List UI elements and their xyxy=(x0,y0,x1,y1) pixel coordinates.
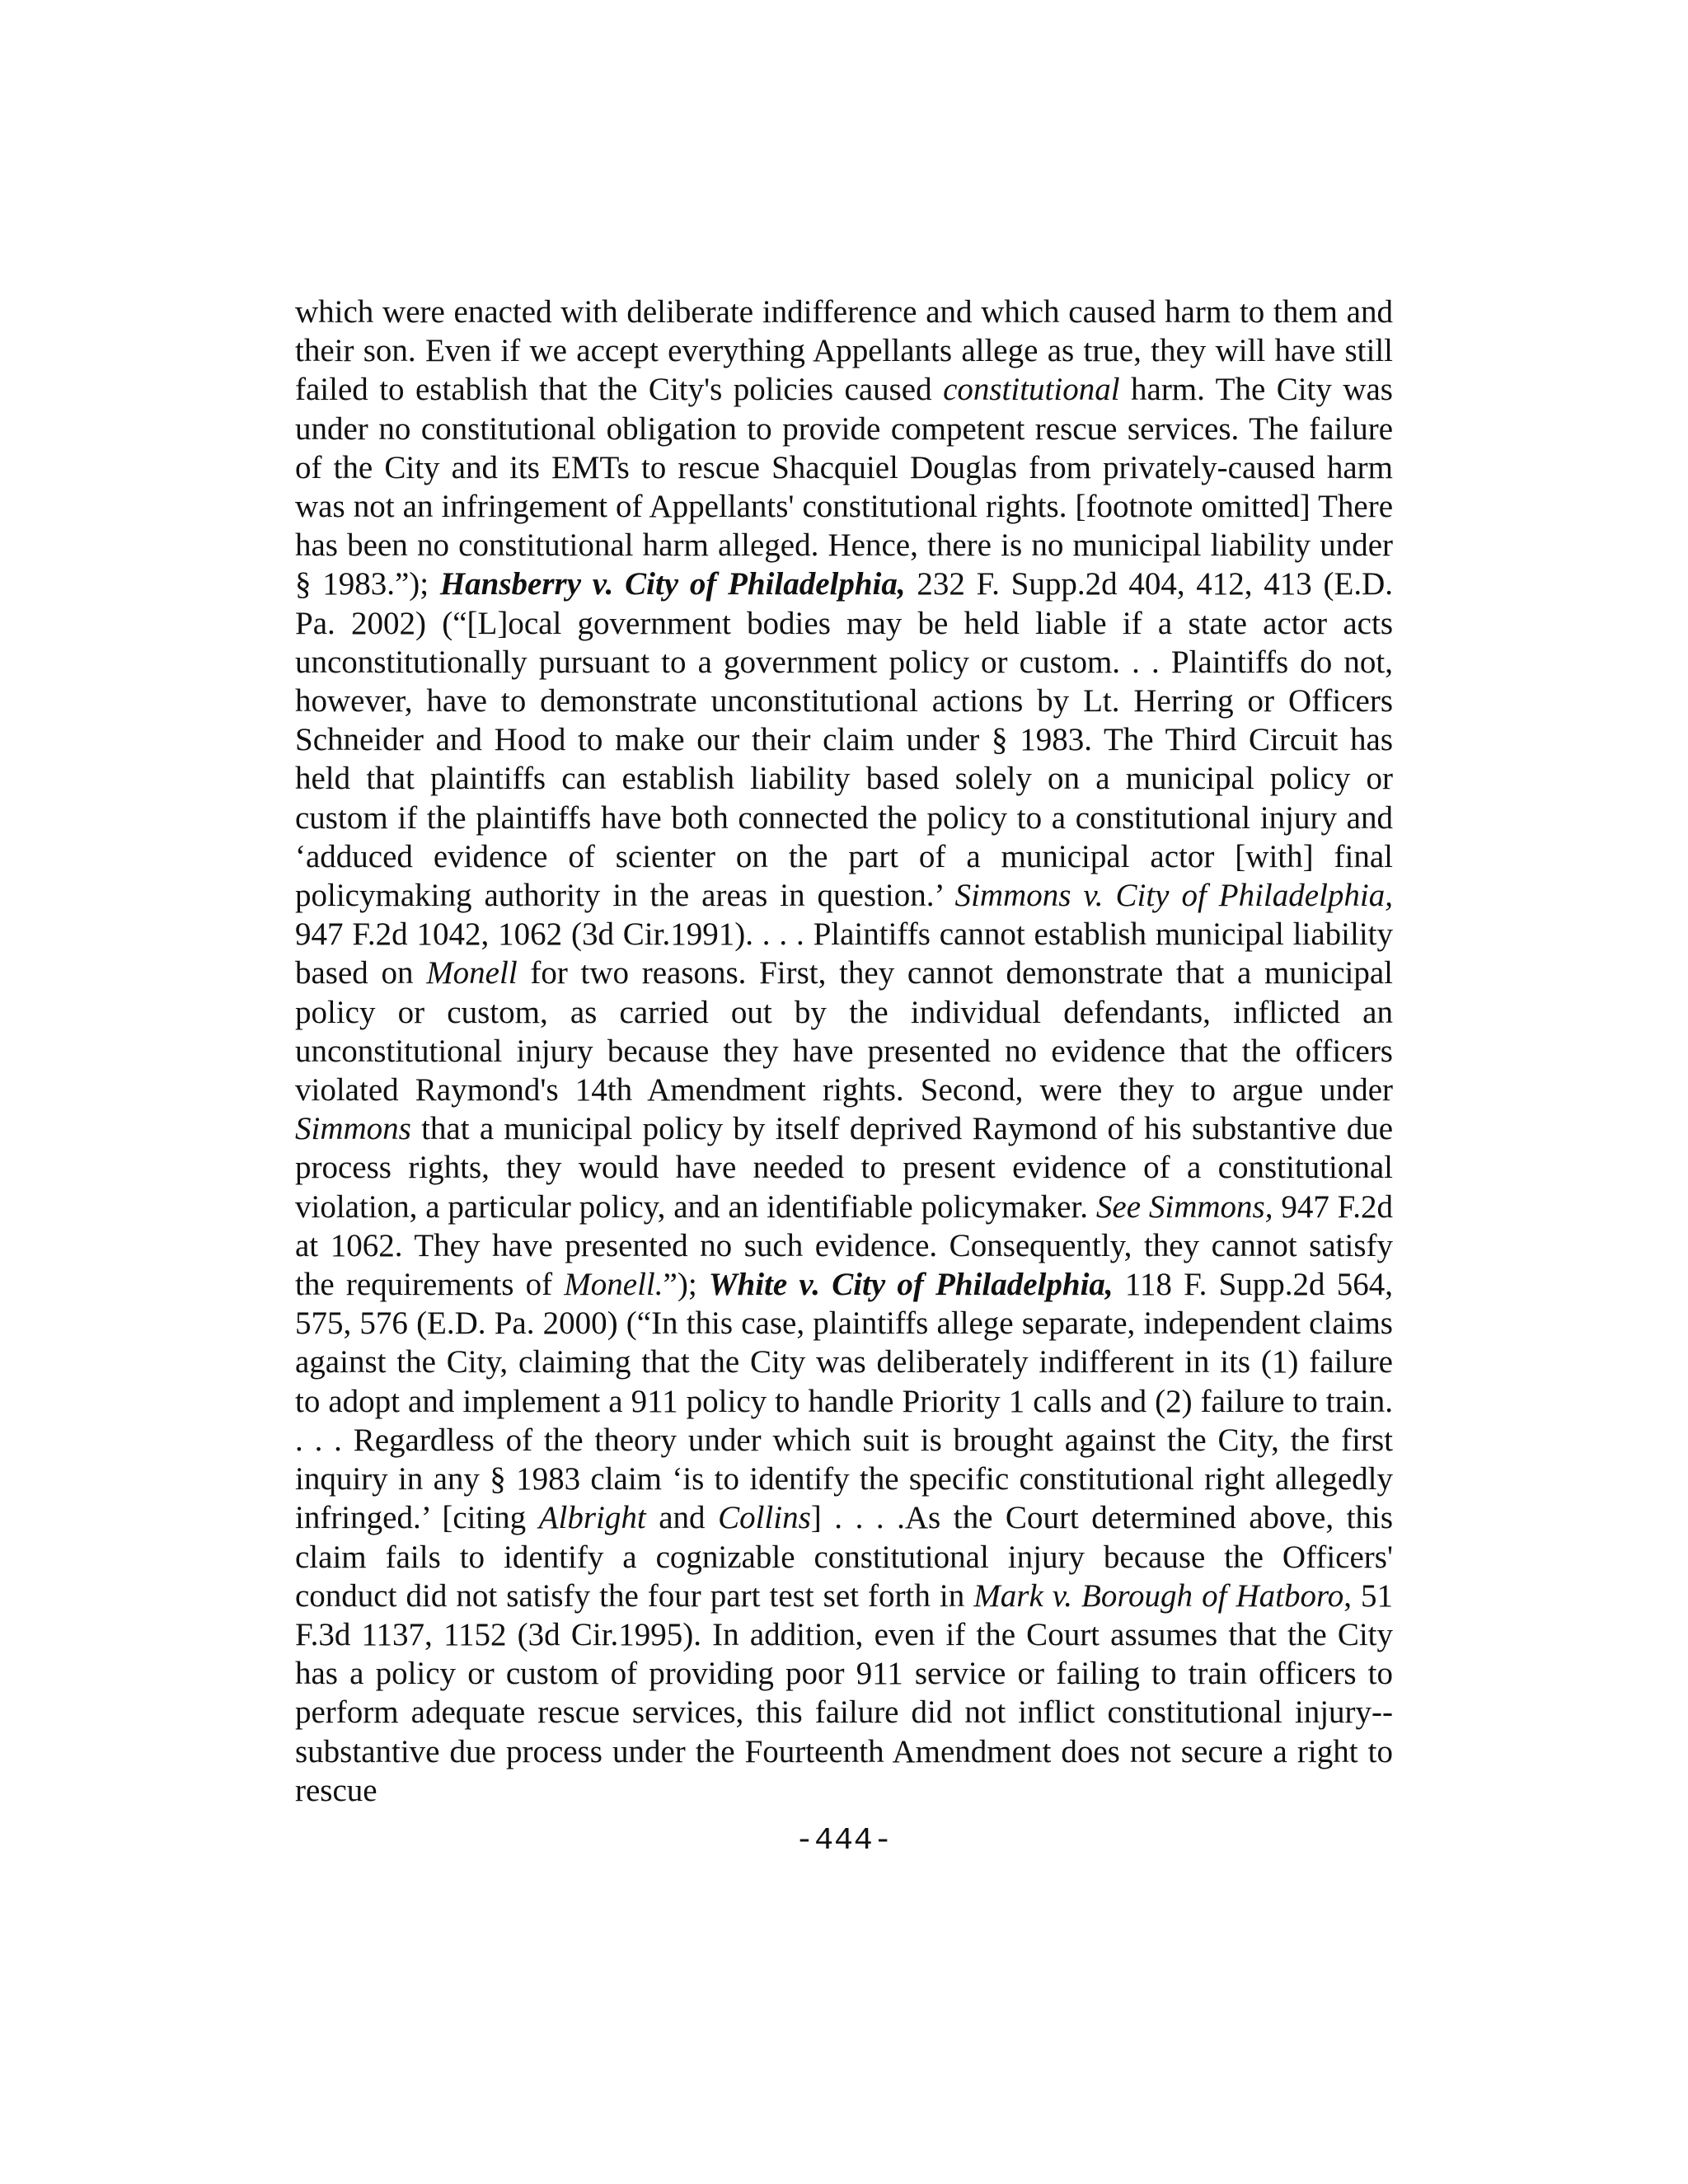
italic-citation: constitutional xyxy=(943,372,1120,408)
case-name: White v. City of Philadelphia, xyxy=(708,1267,1114,1303)
text-run: , 51 F.3d 1137, 1152 (3d Cir.1995). In addition, even if the Court assumes that the City has a policy or custom of providing poor 911 service or failing to train officers to perform adequate rescue services, this failure did not inflict constitutional injury--substantive due process under the Fourteenth Amendment does not secure a right to rescue xyxy=(295,1577,1393,1808)
text-run: which were enacted with deliberate indifference and which caused harm to them and their son. Even if we accept everything Appellants allege as true, they will have still failed to establish that the City's policies caused xyxy=(295,294,1393,408)
italic-citation: Mark v. Borough of Hatboro xyxy=(973,1577,1344,1614)
text-run: harm. The City was under no constitutional obligation to provide competent rescue services. The failure of the City and its EMTs to rescue Shacquiel Douglas from privately-caused harm was not an infringement of Appellants' constitutional rights. [footnote omitted] There has been no constitutional harm alleged. Hence, there is no municipal liability under § 1983.”); xyxy=(295,372,1393,602)
text-run: ”); xyxy=(663,1267,709,1303)
text-run: 118 F. Supp.2d 564, 575, 576 (E.D. Pa. 2000) (“In this case, plaintiffs allege separate, independent claims against the City, claiming that the City was deliberately indifferent in its (1) failure to adopt and implement a 911 policy to handle Priority 1 calls and (2) failure to train. . . . Regardless of the theory under which suit is brought against the City, the first inquiry in any § 1983 claim ‘is to identify the specific constitutional right allegedly infringed.’ [citing xyxy=(295,1267,1393,1536)
italic-citation: Monell. xyxy=(564,1267,663,1303)
text-run: that a municipal policy by itself deprived Raymond of his substantive due process rights, they would have needed to present evidence of a constitutional violation, a particular policy, and an identifiable policymaker. xyxy=(295,1111,1393,1225)
page-number: -444- xyxy=(795,1823,893,1858)
body-paragraph xyxy=(295,293,1393,1810)
text-run: and xyxy=(645,1500,719,1536)
text-run: 232 F. Supp.2d 404, 412, 413 (E.D. Pa. 2002) (“[L]ocal government bodies may be held liable if a state actor acts unconstitutionally pursuant to a government policy or custom. . . Plaintiffs do not, however, have to demonstrate unconstitutional actions by Lt. Herring or Officers Schneider and Hood to make our their claim under § 1983. The Third Circuit has held that plaintiffs can establish liability based solely on a municipal policy or custom if the plaintiffs have both connected the policy to a constitutional injury and ‘adduced evidence of scienter on the part of a municipal actor [with] final policymaking authority in the areas in question.’ xyxy=(295,566,1393,914)
case-name: Hansberry v. City of Philadelphia, xyxy=(439,566,906,602)
text-run: ] . . . .As the Court determined above, this claim fails to identify a cognizable constitutional injury because the Officers' conduct did not satisfy the four part test set forth in xyxy=(295,1500,1393,1614)
text-run: 947 F.2d at 1062. They have presented no such evidence. Consequently, they cannot satisfy the requirements of xyxy=(295,1188,1393,1303)
italic-citation: Albright xyxy=(538,1500,646,1536)
italic-citation: Collins xyxy=(718,1500,811,1536)
italic-citation: Monell xyxy=(426,955,518,991)
text-run: for two reasons. First, they cannot demonstrate that a municipal policy or custom, as carried out by the individual defendants, inflicted an unconstitutional injury because they have presented no evidence that the officers violated Raymond's 14th Amendment rights. Second, were they to argue under xyxy=(295,955,1393,1108)
italic-citation: Simmons v. City of Philadelphia, xyxy=(954,878,1394,914)
text-run: 947 F.2d 1042, 1062 (3d Cir.1991). . . . Plaintiffs cannot establish municipal liability based on xyxy=(295,916,1393,991)
italic-citation: Simmons xyxy=(295,1111,411,1147)
italic-citation: See Simmons, xyxy=(1095,1188,1273,1225)
